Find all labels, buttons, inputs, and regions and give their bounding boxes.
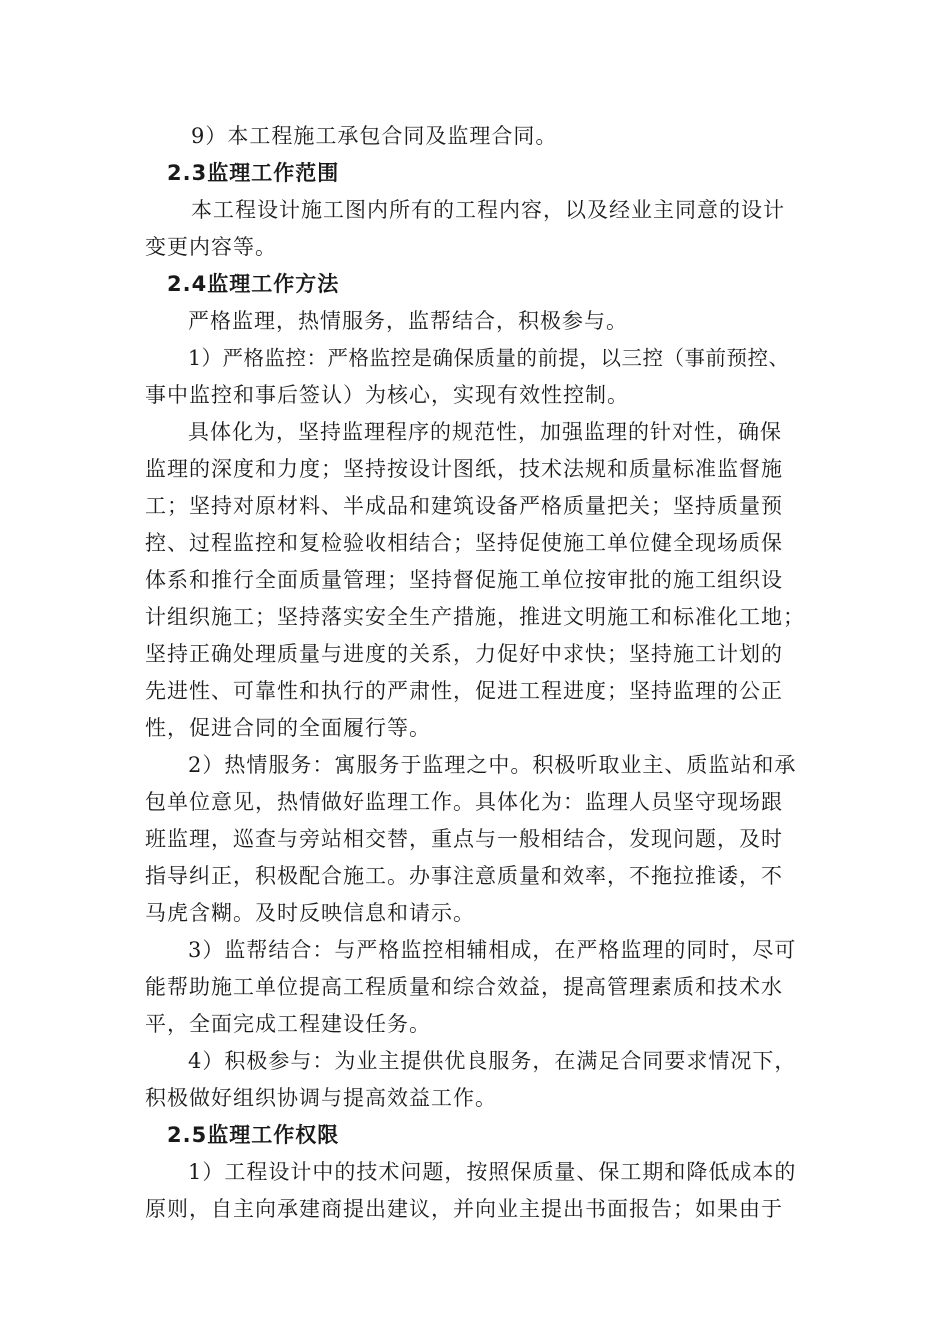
- text-line: 班监理，巡查与旁站相交替，重点与一般相结合，发现问题，及时: [145, 827, 783, 851]
- text-line: 控、过程监控和复检验收相结合；坚持促使施工单位健全现场质保: [145, 531, 783, 555]
- text-line: 3）监帮结合：与严格监控相辅相成，在严格监理的同时，尽可: [188, 938, 797, 962]
- text-line: 计组织施工；坚持落实安全生产措施，推进文明施工和标准化工地；: [145, 605, 805, 629]
- text-line: 4）积极参与：为业主提供优良服务，在满足合同要求情况下，: [188, 1049, 797, 1073]
- text-line: 平，全面完成工程建设任务。: [145, 1012, 431, 1036]
- text-line: 积极做好组织协调与提高效益工作。: [145, 1086, 497, 1110]
- text-line: 工；坚持对原材料、半成品和建筑设备严格质量把关；坚持质量预: [145, 494, 783, 518]
- text-line: 马虎含糊。及时反映信息和请示。: [145, 901, 475, 925]
- text-line: 2）热情服务：寓服务于监理之中。积极听取业主、质监站和承: [188, 753, 797, 777]
- text-line: 能帮助施工单位提高工程质量和综合效益，提高管理素质和技术水: [145, 975, 783, 999]
- text-line: 严格监理，热情服务，监帮结合，积极参与。: [188, 309, 628, 333]
- text-line: 包单位意见，热情做好监理工作。具体化为：监理人员坚守现场跟: [145, 790, 783, 814]
- text-line: 监理的深度和力度；坚持按设计图纸，技术法规和质量标准监督施: [145, 457, 783, 481]
- text-line: 性，促进合同的全面履行等。: [145, 716, 431, 740]
- text-line: 9）本工程施工承包合同及监理合同。: [191, 124, 558, 148]
- text-line: 1）严格监控：严格监控是确保质量的前提，以三控（事前预控、: [188, 346, 790, 370]
- text-line: 原则，自主向承建商提出建议，并向业主提出书面报告；如果由于: [145, 1197, 783, 1221]
- text-line: 指导纠正，积极配合施工。办事注意质量和效率，不拖拉推诿，不: [145, 864, 783, 888]
- text-line: 本工程设计施工图内所有的工程内容，以及经业主同意的设计: [191, 198, 785, 222]
- text-line: 变更内容等。: [145, 235, 277, 259]
- text-line: 1）工程设计中的技术问题，按照保质量、保工期和降低成本的: [188, 1160, 797, 1184]
- text-line: 坚持正确处理质量与进度的关系，力促好中求快；坚持施工计划的: [145, 642, 783, 666]
- section-heading: 2.3监理工作范围: [167, 161, 340, 185]
- text-line: 具体化为，坚持监理程序的规范性，加强监理的针对性，确保: [188, 420, 782, 444]
- text-line: 先进性、可靠性和执行的严肃性，促进工程进度；坚持监理的公正: [145, 679, 783, 703]
- section-heading: 2.5监理工作权限: [167, 1123, 340, 1147]
- text-line: 体系和推行全面质量管理；坚持督促施工单位按审批的施工组织设: [145, 568, 783, 592]
- text-line: 事中监控和事后签认）为核心，实现有效性控制。: [145, 383, 629, 407]
- section-heading: 2.4监理工作方法: [167, 272, 340, 296]
